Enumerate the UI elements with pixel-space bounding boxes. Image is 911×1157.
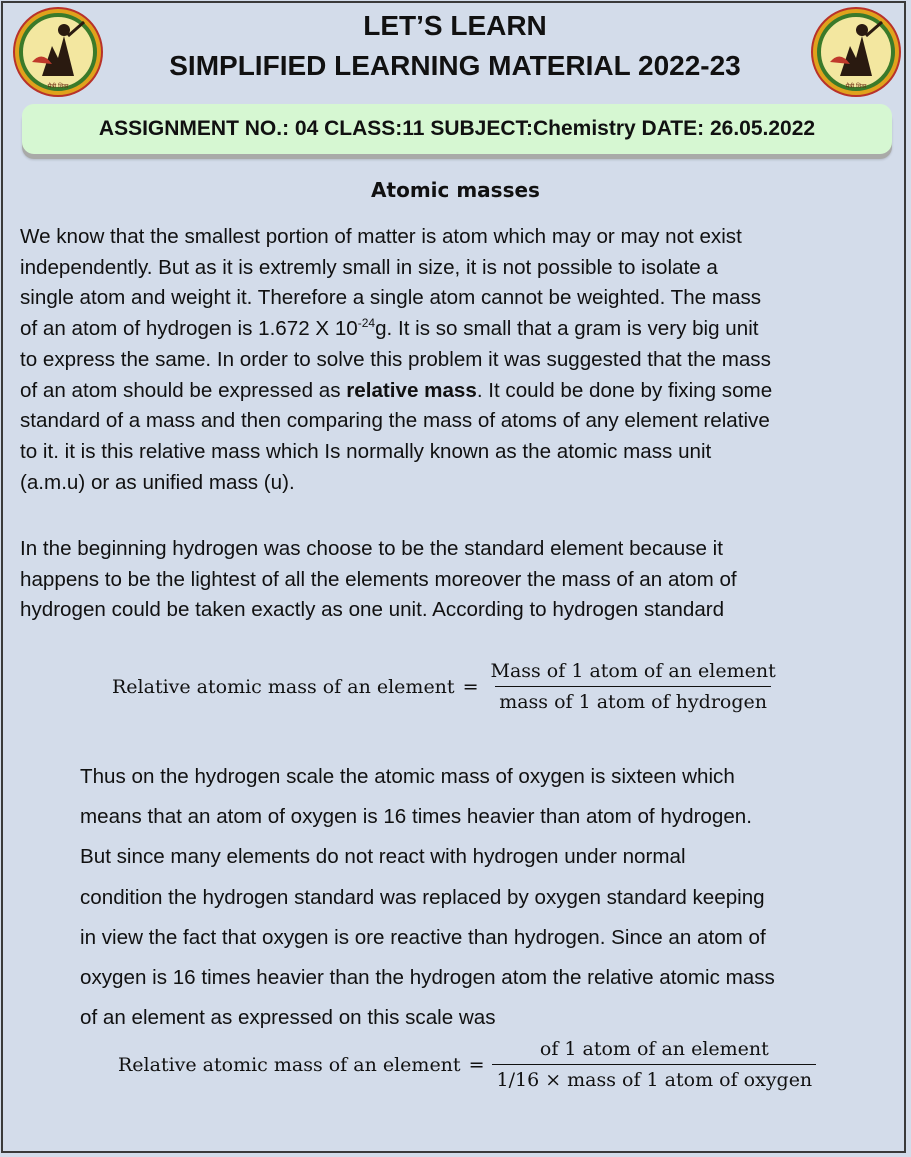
- paragraph-line: in view the fact that oxygen is ore reactive than hydrogen. Since an atom of: [80, 925, 766, 949]
- fraction-denominator: mass of 1 atom of hydrogen: [495, 686, 771, 713]
- text: of an atom of hydrogen is 1.672 X 10: [20, 317, 358, 341]
- text: of an atom should be expressed as: [20, 378, 347, 402]
- formula-lhs: Relative atomic mass of an element: [118, 1053, 461, 1076]
- formula-oxygen-standard: [118, 1038, 816, 1091]
- paragraph-line: happens to be the lightest of all the elements moreover the mass of an atom of: [20, 567, 737, 591]
- school-logo-right: [810, 6, 902, 98]
- fraction-denominator: 1/16 × mass of 1 atom of oxygen: [492, 1064, 816, 1091]
- assignment-banner: [22, 104, 892, 154]
- paragraph-line: independently. But as it is extremly small in size, it is not possible to isolate a: [20, 255, 718, 279]
- formula-equals: =: [462, 675, 479, 698]
- paragraph-line: In the beginning hydrogen was choose to be the standard element because it: [20, 537, 723, 560]
- paragraph-3: [80, 757, 900, 1038]
- formula-equals: =: [468, 1053, 485, 1076]
- formula-lhs: Relative atomic mass of an element: [112, 675, 455, 698]
- paragraph-line: [20, 376, 900, 407]
- exponent: -24: [357, 316, 376, 331]
- paragraph-line: Thus on the hydrogen scale the atomic mass of oxygen is sixteen which: [80, 765, 735, 788]
- title-line2: SIMPLIFIED LEARNING MATERIAL 2022-23: [169, 50, 741, 81]
- paragraph-line: hydrogen could be taken exactly as one unit. According to hydrogen standard: [20, 598, 725, 622]
- fraction: [492, 1038, 816, 1091]
- title-line1: LET’S LEARN: [363, 10, 547, 41]
- school-logo-left: [12, 6, 104, 98]
- bold-term: relative mass: [346, 378, 477, 402]
- paragraph-line: of an element as expressed on this scale was: [80, 1006, 496, 1030]
- text: . It could be done by fixing some: [476, 378, 773, 402]
- text: g. It is so small that a gram is very big unit: [375, 317, 759, 341]
- paragraph-line: [20, 314, 900, 345]
- paragraph-line: to express the same. In order to solve this problem it was suggested that the mass: [20, 347, 771, 371]
- paragraph-2: [20, 534, 900, 626]
- fraction: [486, 660, 779, 713]
- paragraph-line: means that an atom of oxygen is 16 times heavier than atom of hydrogen.: [80, 805, 752, 829]
- paragraph-line: standard of a mass and then comparing the mass of atoms of any element relative: [20, 409, 770, 433]
- paragraph-line: condition the hydrogen standard was replaced by oxygen standard keeping: [80, 885, 765, 909]
- fraction-numerator: of 1 atom of an element: [539, 1038, 769, 1060]
- paragraph-line: We know that the smallest portion of matter is atom which may or may not exist: [20, 225, 742, 248]
- paragraph-line: single atom and weight it. Therefore a single atom cannot be weighted. The mass: [20, 286, 762, 310]
- section-heading: Atomic masses: [371, 178, 540, 202]
- paragraph-line: (a.m.u) or as unified mass (u).: [20, 470, 295, 494]
- assignment-text: ASSIGNMENT NO.: 04 CLASS:11 SUBJECT:Chemistry DATE: 26.05.2022: [98, 117, 816, 140]
- paragraph-1: [20, 222, 900, 498]
- paragraph-line: to it. it is this relative mass which Is normally known as the atomic mass unit: [20, 439, 712, 463]
- logo-caption: मैत्री धिवा: [47, 83, 69, 90]
- paragraph-line: But since many elements do not react with hydrogen under normal: [80, 845, 686, 869]
- paragraph-line: oxygen is 16 times heavier than the hydrogen atom the relative atomic mass: [80, 966, 775, 990]
- fraction-numerator: Mass of 1 atom of an element: [490, 660, 776, 682]
- formula-hydrogen-standard: [112, 660, 780, 713]
- logo-caption: मैत्री धिवा: [845, 83, 867, 90]
